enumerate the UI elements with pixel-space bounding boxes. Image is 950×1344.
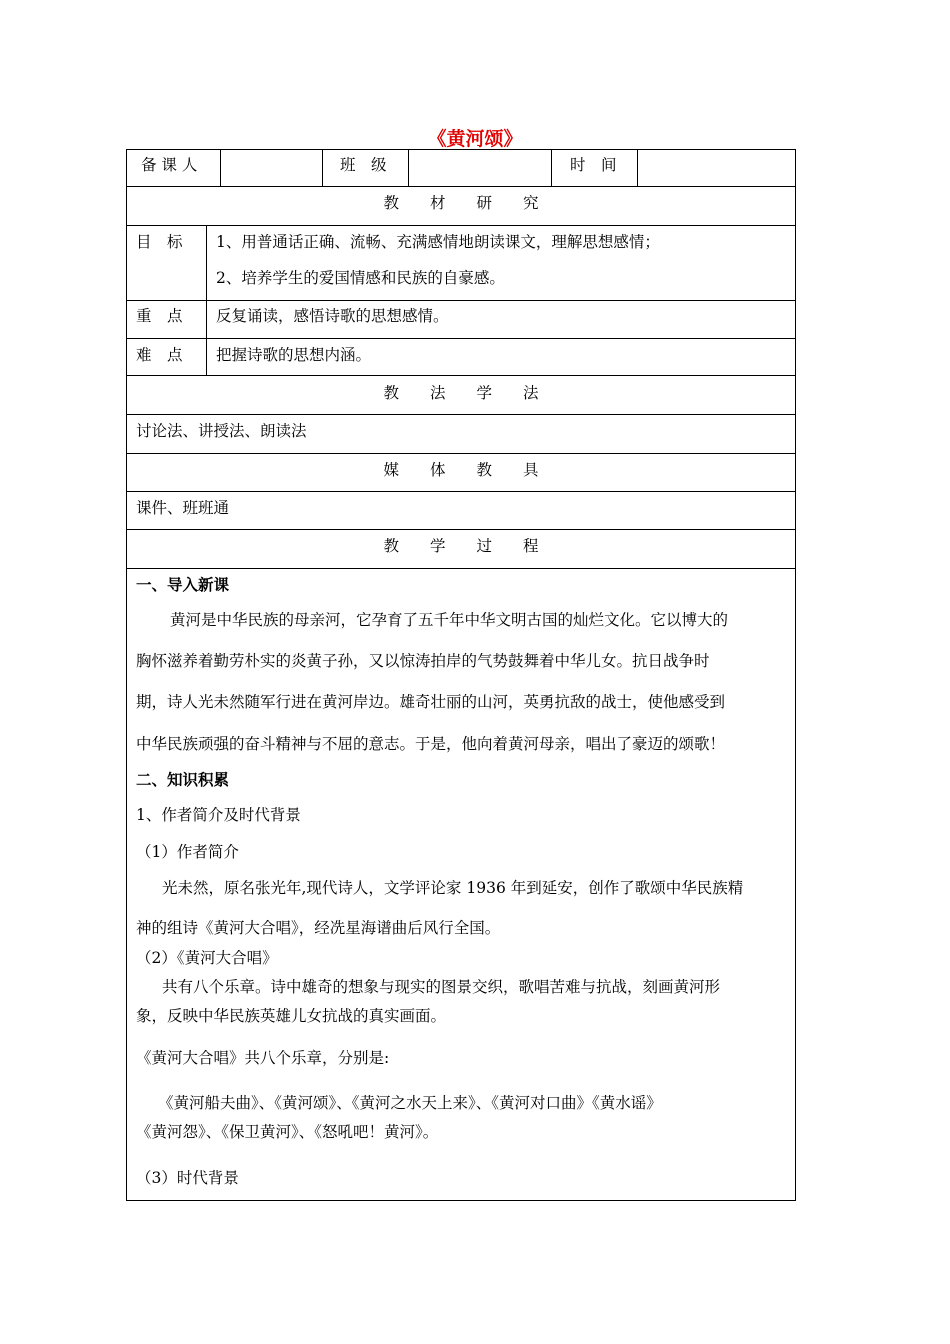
heading-knowledge: 二、知识积累 [136,770,230,789]
divider [322,149,323,187]
subheading-cantata: （2）《黄河大合唱》 [136,949,278,967]
movements-intro: 《黄河大合唱》共八个乐章，分别是: [136,1049,390,1067]
author-line: 光未然，原名张光年,现代诗人，文学评论家 1936 年到延安，创作了歌颂中华民族精 [162,879,744,897]
class-label: 班 级 [340,156,387,174]
intro-line: 胸怀滋养着勤劳朴实的炎黄子孙，又以惊涛拍岸的气势鼓舞着中华儿女。抗日战争时 [136,652,710,670]
divider [220,149,221,187]
section-media-heading: 媒 体 教 具 [383,461,539,479]
subheading-author: （1）作者简介 [136,843,239,861]
heading-intro: 一、导入新课 [136,575,230,594]
author-line: 神的组诗《黄河大合唱》，经冼星海谱曲后风行全国。 [136,919,501,937]
teacher-value[interactable] [224,153,318,181]
key-text: 反复诵读，感悟诗歌的思想感情。 [216,307,449,325]
intro-line: 中华民族顽强的奋斗精神与不屈的意志。于是，他向着黄河母亲，唱出了豪迈的颂歌！ [136,735,726,753]
intro-line: 黄河是中华民族的母亲河，它孕育了五千年中华文明古国的灿烂文化。它以博大的 [170,611,729,629]
section-process-heading: 教 学 过 程 [383,537,539,555]
cantata-line: 共有八个乐章。诗中雄奇的想象与现实的图景交织，歌唱苦难与抗战，刻画黄河形 [162,978,721,996]
difficulty-text: 把握诗歌的思想内涵。 [216,346,372,364]
media-text: 课件、班班通 [136,499,230,517]
subheading-author-background: 1、作者简介及时代背景 [136,806,301,824]
movements-line: 《黄河怨》、《保卫黄河》、《怒吼吧！黄河》。 [136,1123,439,1141]
teacher-label: 备 课 人 [141,156,198,174]
goal-label: 目 标 [136,233,183,251]
movements-line: 《黄河船夫曲》、《黄河颂》、《黄河之水天上来》、《黄河对口曲》《黄水谣》 [158,1094,662,1112]
method-text: 讨论法、讲授法、朗读法 [136,422,307,440]
divider [637,149,638,187]
section-material-heading: 教 材 研 究 [383,194,539,212]
goal-line-2: 2、培养学生的爱国情感和民族的自豪感。 [216,269,505,287]
section-method-heading: 教 法 学 法 [383,384,539,402]
page-title: 《黄河颂》 [427,128,523,150]
goal-line-1: 1、用普通话正确、流畅、充满感情地朗读课文，理解思想感情； [216,233,660,251]
key-label: 重 点 [136,307,183,325]
cantata-line: 象，反映中华民族英雄儿女抗战的真实画面。 [136,1007,447,1025]
intro-line: 期，诗人光未然随军行进在黄河岸边。雄奇壮丽的山河，英勇抗敌的战士，使他感受到 [136,693,726,711]
class-value[interactable] [412,153,546,181]
time-value[interactable] [641,153,791,181]
divider [408,149,409,187]
difficulty-label: 难 点 [136,346,183,364]
divider [551,149,552,187]
subheading-background: （3）时代背景 [136,1169,239,1187]
time-label: 时 间 [570,156,617,174]
